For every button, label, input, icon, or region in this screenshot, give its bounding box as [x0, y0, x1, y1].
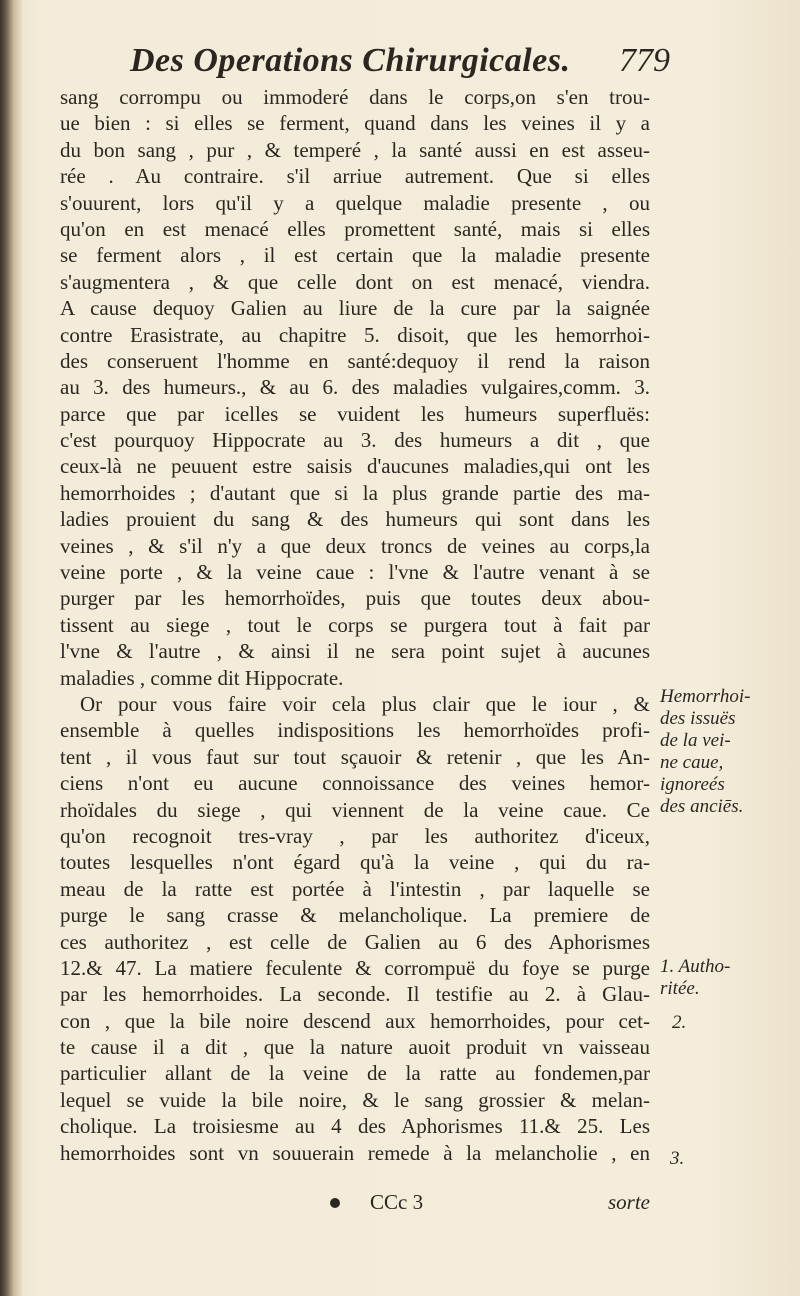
- text-line: du bon sang , pur , & temperé , la santé aussi en est asseu-: [60, 137, 650, 162]
- margin-note-line: ne caue,: [660, 752, 724, 773]
- text-line: hemorrhoides sont vn souuerain remede à la melancholie , en: [60, 1140, 650, 1165]
- page-header: [130, 36, 670, 86]
- margin-note-line: des anciēs.: [660, 796, 744, 817]
- text-line: contre Erasistrate, au chapitre 5. disoit, que les hemorrhoi-: [60, 322, 650, 347]
- margin-note-line: 1. Autho-: [660, 956, 731, 977]
- text-line: lequel se vuide la bile noire, & le sang grossier & melan-: [60, 1087, 650, 1112]
- ink-dot: [330, 1198, 340, 1208]
- text-line: ensemble à quelles indispositions les hemorrhoïdes profi-: [60, 718, 650, 743]
- book-binding-gutter: [0, 0, 22, 1296]
- text-line: rée . Au contraire. s'il arriue autrement. Que si elles: [60, 164, 650, 189]
- text-line: rhoïdales du siege , qui viennent de la veine caue. Ce: [60, 797, 650, 822]
- gathering-signature: CCc 3: [370, 1190, 424, 1214]
- margin-note-line: Hemorrhoi-: [660, 686, 751, 707]
- margin-note-3: [670, 1148, 684, 1170]
- text-line: purge le sang crasse & melancholique. La premiere de: [60, 903, 650, 928]
- text-line: veines , & s'il n'y a que deux troncs de veines au corps,la: [60, 533, 650, 558]
- text-line: qu'on en est menacé elles promettent santé, mais si elles: [60, 216, 650, 241]
- text-line: purger par les hemorrhoïdes, puis que toutes deux abou-: [60, 586, 650, 611]
- text-line: cholique. La troisiesme au 4 des Aphorismes 11.& 25. Les: [60, 1114, 650, 1139]
- text-line: au 3. des humeurs., & au 6. des maladies vulgaires,comm. 3.: [60, 375, 650, 400]
- text-line: particulier allant de la veine de la ratte au fondemen,par: [60, 1061, 650, 1086]
- text-line: ceux-là ne peuuent estre saisis d'aucunes maladies,qui ont les: [60, 454, 650, 479]
- text-line: par les hemorrhoides. La seconde. Il testifie au 2. à Glau-: [60, 982, 650, 1007]
- page-number: 779: [619, 42, 670, 79]
- text-line: te cause il a dit , que la nature auoit produit vn vaisseau: [60, 1035, 650, 1060]
- text-line: ladies prouient du sang & des humeurs qui sont dans les: [60, 507, 650, 532]
- text-line: se ferment alors , il est certain que la maladie presente: [60, 243, 650, 268]
- margin-note-line: ignoreés: [660, 774, 725, 795]
- margin-note-2: [672, 1012, 686, 1034]
- margin-note-hemorrhoides: [660, 686, 750, 818]
- text-line: veine porte , & la veine caue : l'vne & l'autre venant à se: [60, 560, 650, 585]
- text-line: ue bien : si elles se ferment, quand dans les veines il y a: [60, 111, 650, 136]
- text-line: hemorrhoides ; d'autant que si la plus grande partie des ma-: [60, 480, 650, 505]
- text-line: tissent au siege , tout le corps se purgera tout à fait par: [60, 612, 650, 637]
- text-line: 12.& 47. La matiere feculente & corrompuë du foye se purge: [60, 955, 650, 980]
- text-line: Or pour vous faire voir cela plus clair que le iour , &: [80, 691, 650, 716]
- text-line: meau de la ratte est portée à l'intestin , par laquelle se: [60, 876, 650, 901]
- main-text-block: [60, 84, 650, 1166]
- margin-note-line: ritée.: [660, 978, 700, 999]
- text-line: con , que la bile noire descend aux hemorrhoides, pour cet-: [60, 1008, 650, 1033]
- text-line: l'vne & l'autre , & ainsi il ne sera point sujet à aucunes: [60, 639, 650, 664]
- margin-note-line: 2.: [672, 1012, 687, 1033]
- text-line: ciens n'ont eu aucune connoissance des veines hemor-: [60, 771, 650, 796]
- text-line: A cause dequoy Galien au liure de la cure par la saignée: [60, 296, 650, 321]
- running-title: Des Operations Chirurgicales.: [130, 42, 571, 79]
- text-line: qu'on recognoit tres-vray , par les authoritez d'iceux,: [60, 823, 650, 848]
- text-line: toutes lesquelles n'ont égard qu'à la veine , qui du ra-: [60, 850, 650, 875]
- margin-note-line: des issuës: [660, 708, 736, 729]
- text-line: tent , il vous faut sur tout sçauoir & retenir , que les An-: [60, 744, 650, 769]
- text-line: c'est pourquoy Hippocrate au 3. des humeurs a dit , que: [60, 428, 650, 453]
- text-line: sang corrompu ou immoderé dans le corps,on s'en trou-: [60, 85, 650, 109]
- text-line: s'ouurent, lors qu'il y a quelque maladie presente , ou: [60, 190, 650, 215]
- margin-note-line: de la vei-: [660, 730, 731, 751]
- catchword: sorte: [608, 1190, 650, 1214]
- page-footer: [330, 1190, 650, 1220]
- margin-note-line: 3.: [670, 1148, 685, 1169]
- text-line: parce que par icelles se vuident les humeurs superfluës:: [60, 401, 650, 426]
- text-line: s'augmentera , & que celle dont on est menacé, viendra.: [60, 269, 650, 294]
- text-line: ces authoritez , est celle de Galien au 6 des Aphorismes: [60, 929, 650, 954]
- text-line: maladies , comme dit Hippocrate.: [60, 665, 344, 690]
- margin-note-authorite-1: [660, 956, 730, 1000]
- text-line: des conseruent l'homme en santé:dequoy il rend la raison: [60, 348, 650, 373]
